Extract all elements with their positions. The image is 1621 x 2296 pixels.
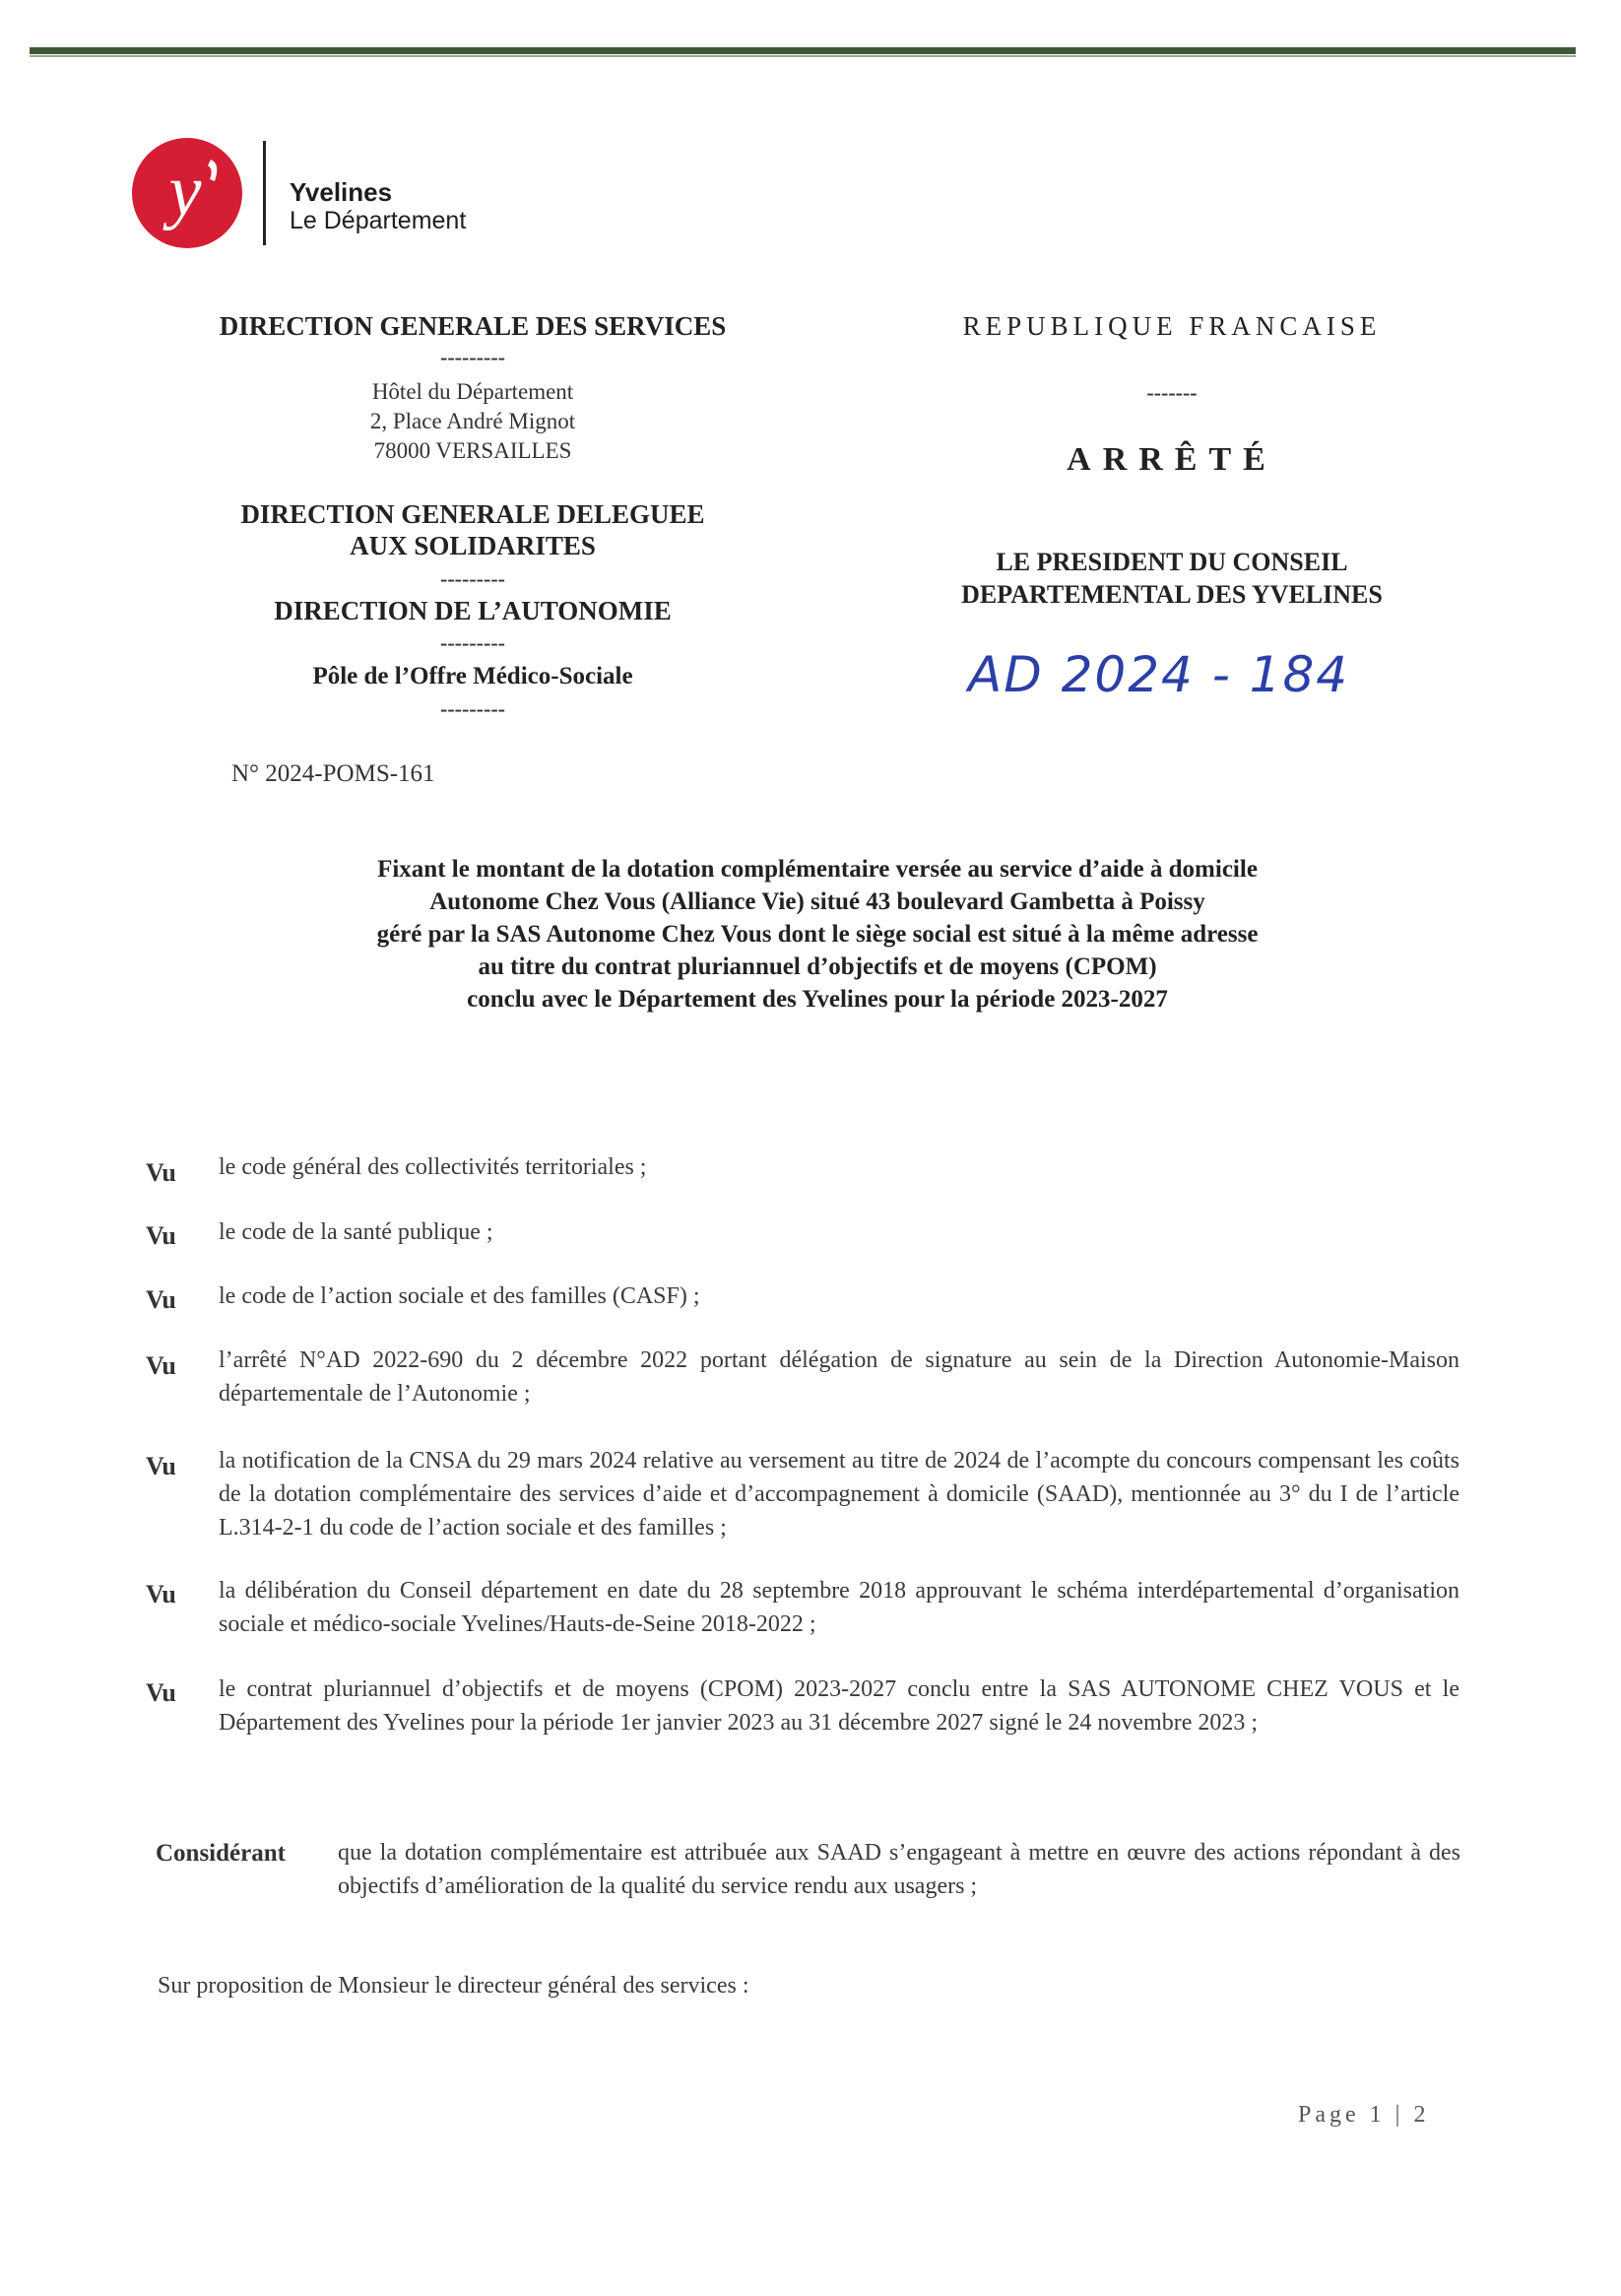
handwritten-reference	[960, 630, 1413, 709]
visa-item: le code de l’action sociale et des familles (CASF) ;	[219, 1283, 700, 1309]
logo-text-yvelines: Yvelines	[290, 177, 393, 207]
title-line: géré par la SAS Autonome Chez Vous dont le siège social est situé à la même adresse	[376, 921, 1259, 948]
vu-label: Vu	[146, 1452, 176, 1480]
visa-item: le code général des collectivités territoriales ;	[219, 1154, 647, 1180]
considerant-label: Considérant	[156, 1840, 286, 1867]
address-line-1: Hôtel du Département	[371, 379, 574, 404]
vu-label: Vu	[146, 1158, 176, 1187]
dgd-line-2: AUX SOLIDARITES	[350, 531, 596, 560]
vu-label: Vu	[146, 1285, 176, 1314]
yvelines-logo-icon	[132, 138, 242, 248]
vu-label: Vu	[146, 1678, 176, 1707]
visa-item: la notification de la CNSA du 29 mars 2024 relative au versement au titre de 2024 de l’acompte du concours compensant les coûts de la dotation complémentaire des services d’aide et d’accompagnement à domicile (SAAD), mentionnée au 3° du I de l’article L.314-2-1 du code de l’action sociale et des familles ;	[219, 1448, 1459, 1541]
logo-text-departement: Le Département	[290, 207, 467, 234]
title-line: Autonome Chez Vous (Alliance Vie) situé 43 boulevard Gambetta à Poissy	[429, 888, 1205, 915]
title-line: au titre du contrat pluriannuel d’objectifs et de moyens (CPOM)	[478, 953, 1157, 980]
president-line-2: DEPARTEMENTAL DES YVELINES	[961, 580, 1383, 609]
separator: -------	[1146, 380, 1198, 405]
top-border-underline	[30, 55, 1576, 57]
separator: ---------	[440, 345, 505, 369]
svg-text:y: y	[168, 151, 202, 231]
visa-item: le code de la santé publique ;	[219, 1219, 493, 1245]
separator: ---------	[440, 630, 505, 655]
vu-label: Vu	[146, 1580, 176, 1608]
top-border	[30, 47, 1576, 54]
address-line-3: 78000 VERSAILLES	[373, 438, 572, 463]
arrete-number: N° 2024-POMS-161	[231, 760, 435, 787]
dgd-line-1: DIRECTION GENERALE DELEGUEE	[240, 499, 705, 529]
pole-offre-medico-sociale: Pôle de l’Offre Médico-Sociale	[312, 663, 633, 689]
direction-autonomie: DIRECTION DE L’AUTONOMIE	[274, 596, 672, 625]
title-line: conclu avec le Département des Yvelines pour la période 2023-2027	[467, 986, 1168, 1013]
page-number: Page 1 | 2	[1298, 2102, 1430, 2128]
separator: ---------	[440, 696, 505, 721]
logo-divider	[263, 141, 266, 245]
vu-label: Vu	[146, 1221, 176, 1250]
considerant-text: que la dotation complémentaire est attribuée aux SAAD s’engageant à mettre en œuvre des actions répondant à des objectifs d’amélioration de la qualité du service rendu aux usagers ;	[338, 1840, 1460, 1899]
visa-item: l’arrêté N°AD 2022-690 du 2 décembre 2022 portant délégation de signature au sein de la Direction Autonomie-Maison départementale de l’Autonomie ;	[219, 1347, 1459, 1407]
republique-francaise: REPUBLIQUE FRANCAISE	[962, 311, 1382, 341]
visa-item: le contrat pluriannuel d’objectifs et de moyens (CPOM) 2023-2027 conclu entre la SAS AUTONOME CHEZ VOUS et le Département des Yvelines pour la période 1er janvier 2023 au 31 décembre 2027 signé le 24 novembre 2023 ;	[219, 1676, 1459, 1736]
president-line-1: LE PRESIDENT DU CONSEIL	[996, 548, 1348, 576]
direction-generale-services: DIRECTION GENERALE DES SERVICES	[219, 311, 727, 341]
title-line: Fixant le montant de la dotation complémentaire versée au service d’aide à domicile	[377, 856, 1258, 883]
arrete-title: ARRÊTÉ	[1067, 441, 1277, 478]
arrete-title-block	[236, 853, 1398, 1016]
proposition-line: Sur proposition de Monsieur le directeur général des services :	[158, 1973, 749, 1999]
visa-item: la délibération du Conseil département en date du 28 septembre 2018 approuvant le schéma interdépartemental d’organisation sociale et médico-sociale Yvelines/Hauts-de-Seine 2018-2022 ;	[219, 1578, 1459, 1637]
address-line-2: 2, Place André Mignot	[369, 409, 576, 433]
separator: ---------	[440, 566, 505, 591]
handwritten-reference-text: AD 2024 - 184	[968, 646, 1350, 703]
vu-label: Vu	[146, 1351, 176, 1380]
